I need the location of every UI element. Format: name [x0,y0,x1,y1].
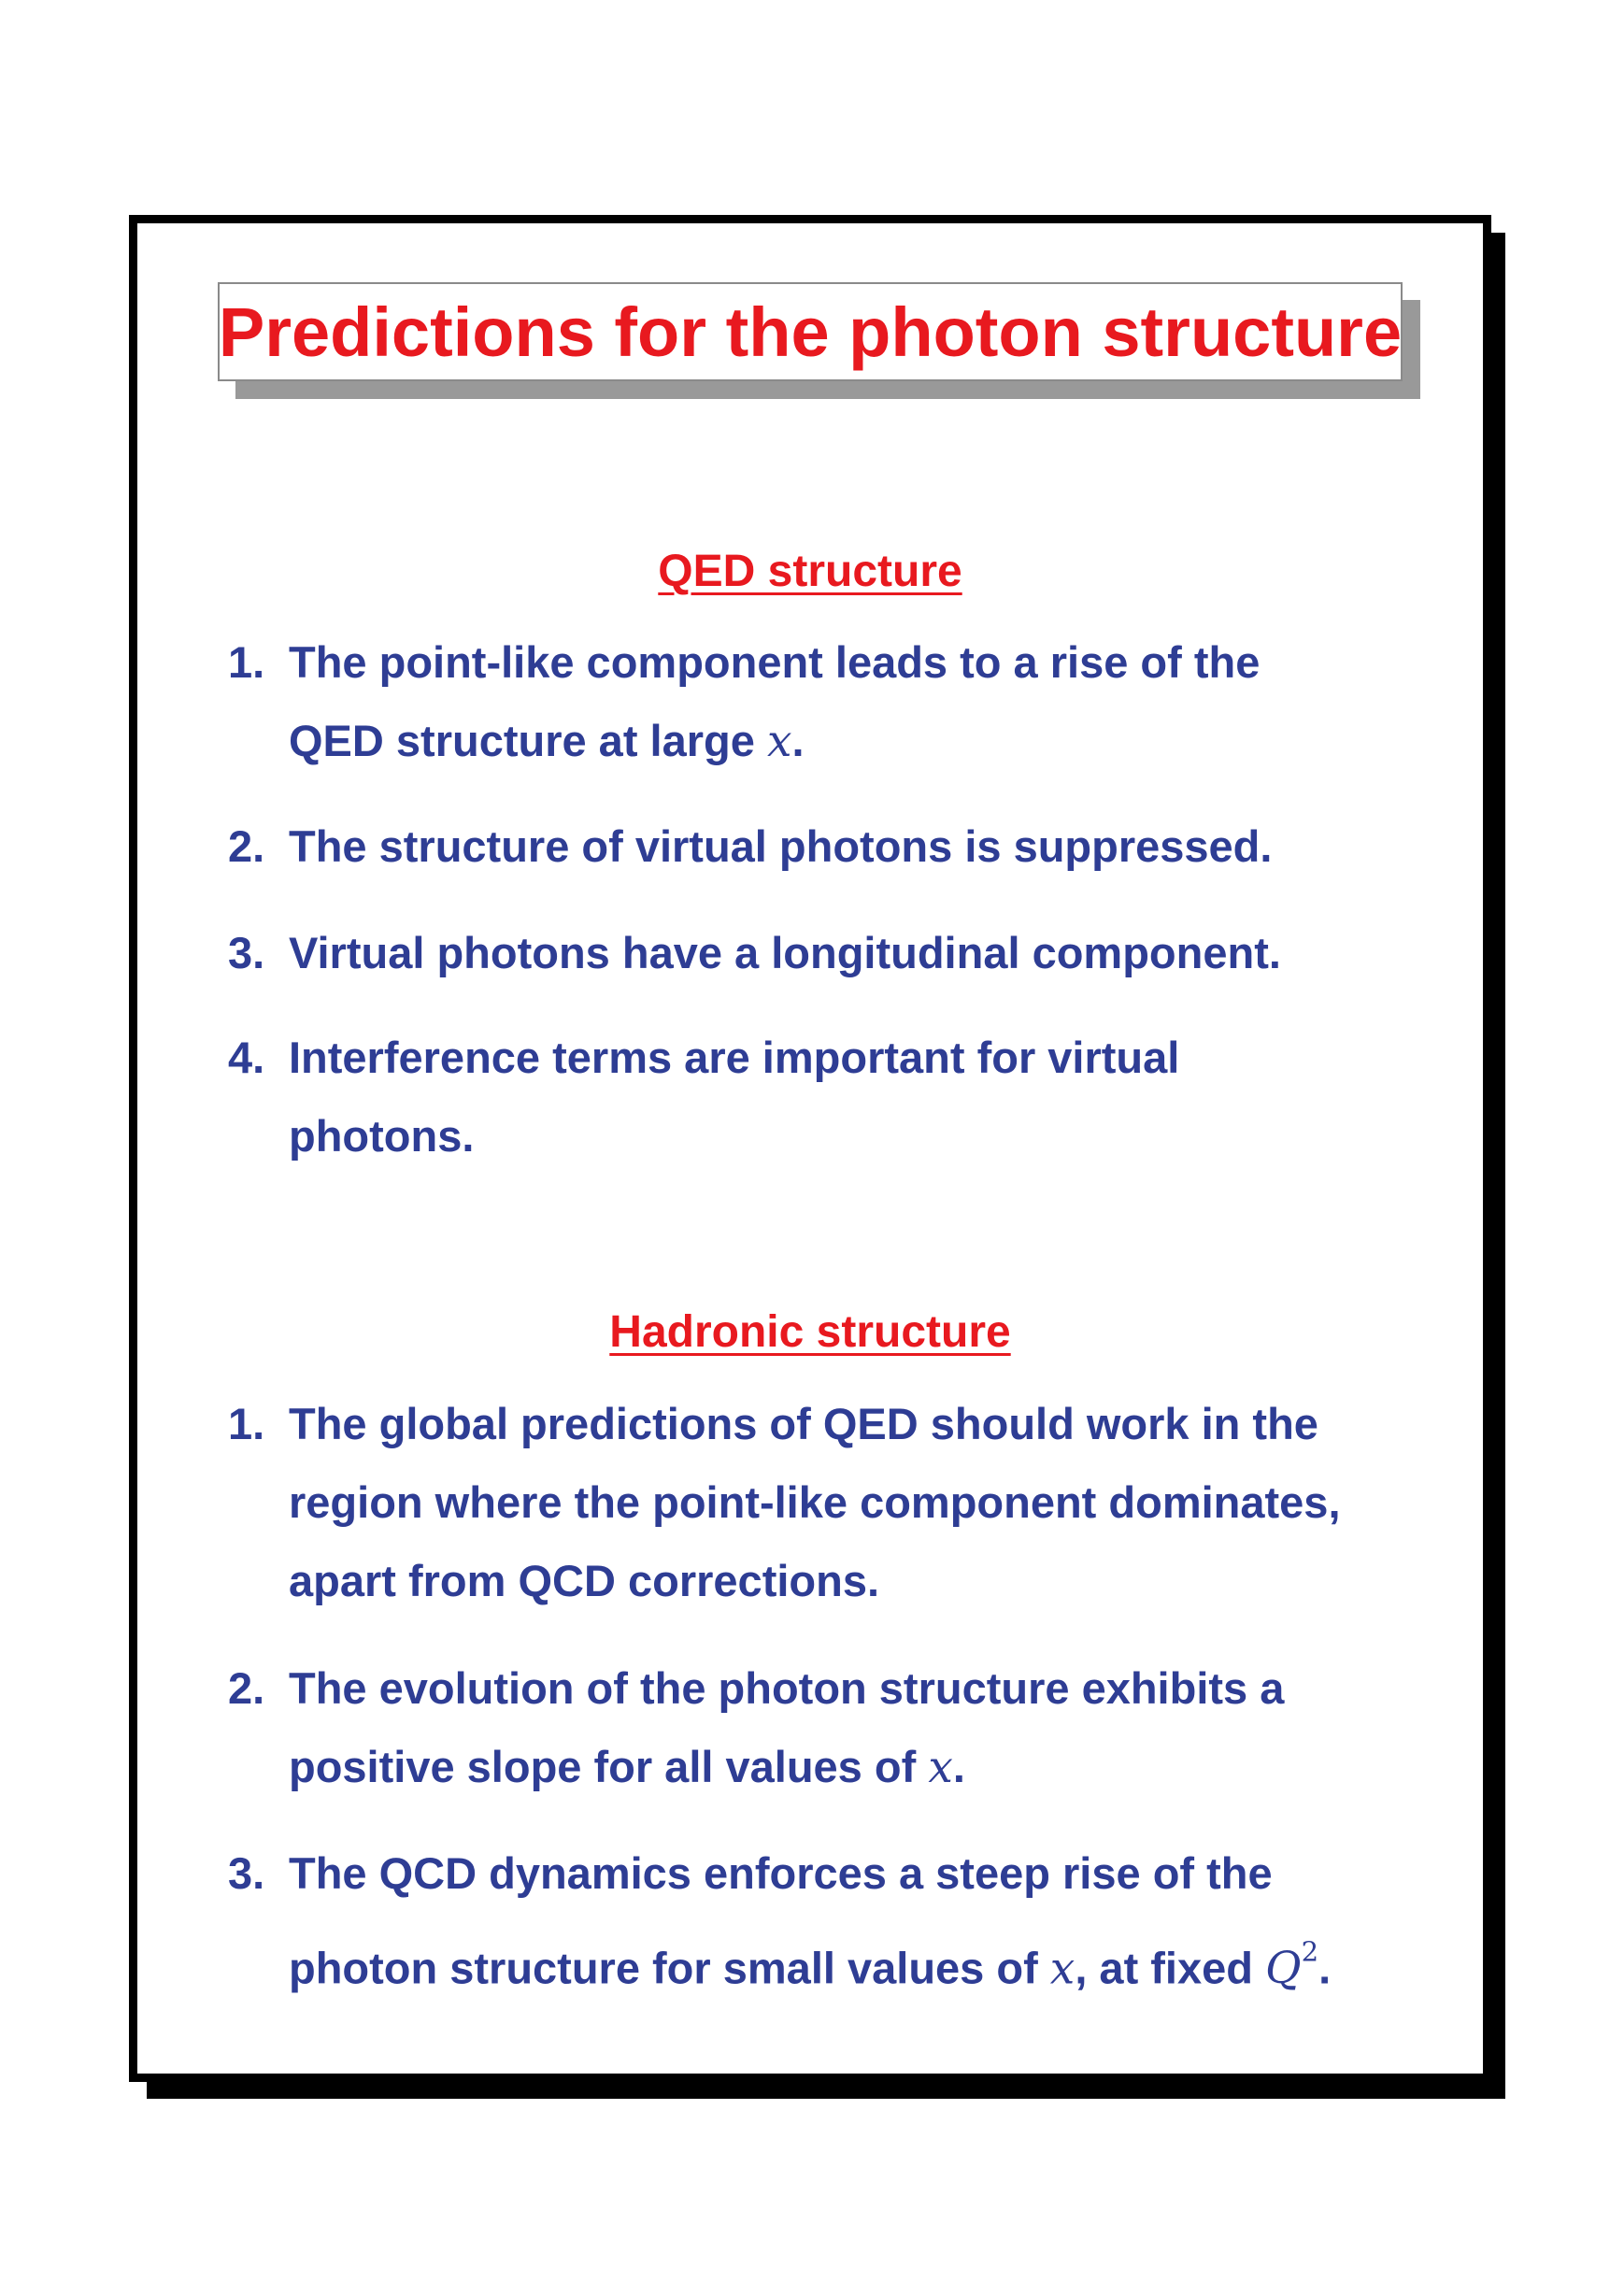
section-heading-hadronic [137,1306,1483,1358]
item-number: 2. [228,1663,265,1713]
item-number: 1. [228,1399,265,1448]
page-title: Predictions for the photon structure [218,292,1403,371]
item-punctuation: . [791,716,805,765]
section-heading-qed-text: QED structure [658,547,962,596]
item-number: 3. [228,1848,265,1898]
item-number: 2. [228,821,265,871]
item-number: 3. [228,928,265,977]
slide-frame [129,215,1491,2082]
math-variable: x [928,1742,953,1793]
item-text [289,1385,1457,1620]
math-superscript: 2 [1301,1936,1319,1968]
math-variable [1265,1936,1319,1995]
item-line: The global predictions of QED should work in the [289,1399,1318,1448]
item-line: region where the point-like component dominates, [289,1477,1341,1527]
item-line: photon structure for small values of [289,1943,1038,1993]
math-variable: x [1049,1943,1076,1995]
item-line: The QCD dynamics enforces a steep rise of the [289,1848,1273,1898]
title-box [218,282,1403,381]
math-variable: x [766,716,792,767]
item-number: 1. [228,637,265,687]
item-text [289,807,1457,886]
item-line: Interference terms are important for virtual [289,1033,1180,1082]
item-text [289,1019,1457,1176]
item-text [289,623,1457,781]
section-heading-qed [137,546,1483,597]
item-text [289,914,1457,992]
section-heading-hadronic-text: Hadronic structure [609,1307,1011,1357]
item-line: The evolution of the photon structure exhibits a [289,1663,1285,1713]
item-line: apart from QCD corrections. [289,1556,880,1605]
item-line: photons. [289,1111,475,1161]
item-punctuation: . [1318,1943,1332,1993]
item-number: 4. [228,1033,265,1082]
item-text-fragment: , at fixed [1075,1943,1253,1993]
item-text [289,1649,1457,1807]
item-line: The structure of virtual photons is suppressed. [289,821,1273,871]
item-line: QED structure at large [289,716,755,765]
item-text [289,1834,1457,2008]
item-line: The point-like component leads to a rise of the [289,637,1261,687]
item-line: positive slope for all values of [289,1742,917,1791]
math-symbol: Q [1265,1943,1302,1995]
item-line: Virtual photons have a longitudinal component. [289,928,1281,977]
item-punctuation: . [952,1742,965,1791]
